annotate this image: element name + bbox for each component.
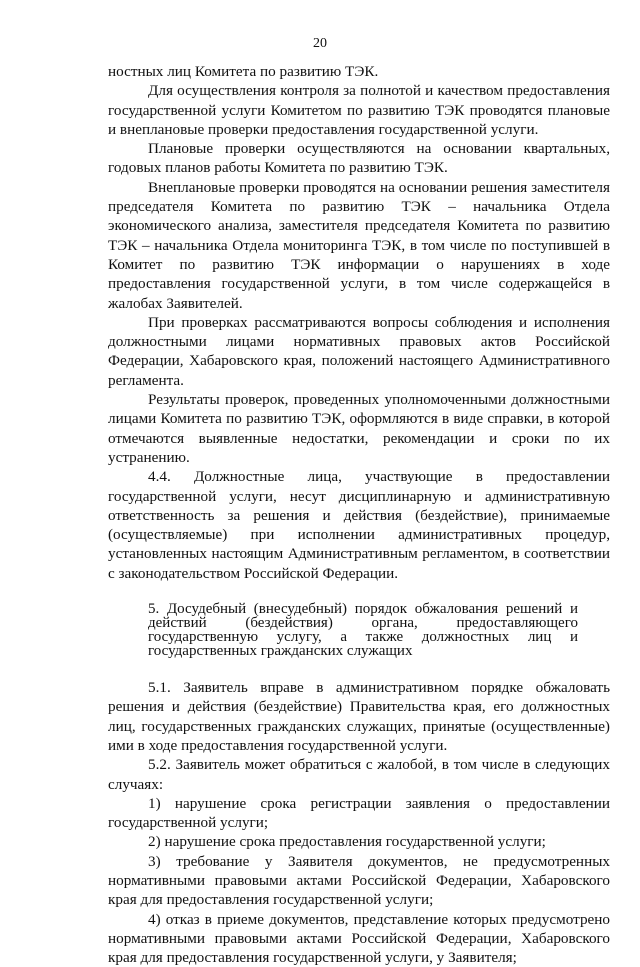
body-text [108, 62, 610, 967]
list-item: 3) требование у Заявителя документов, не предусмотренных нормативными правовыми актами Российской Федерации, Хабаровского края для предоставления государственной услуги; [108, 852, 610, 909]
paragraph-control-checks: Для осуществления контроля за полнотой и качеством предоставления государственной услуги Комитетом по развитию ТЭК проводятся плановые и внеплановые проверки предоставления государственной услуги. [108, 82, 610, 138]
paragraph-unplanned-checks: Внеплановые проверки проводятся на основании решения заместителя председателя Комитета по развитию ТЭК – начальника Отдела экономического анализа, заместителя председателя Комитета по развитию ТЭК – начальника Отдела мониторинга ТЭК, в том числе по поступившей в Комитет по развитию ТЭК информации о нарушениях в ходе предоставления государственной услуги, в том числе содержащейся в жалобах Заявителей. [108, 178, 610, 312]
section-heading: 5. Досудебный (внесудебный) порядок обжалования решений и действий (бездействия) органа, предоставляющего государственную услугу, а также должностных лиц и государственных гражданских служащих [148, 601, 578, 660]
list-item: 4) отказ в приеме документов, представление которых предусмотрено нормативными правовыми актами Российской Федерации, Хабаровского края для предоставления государственной услуги, у Заявителя; [108, 910, 610, 967]
page-number: 20 [313, 36, 327, 51]
paragraph-5-1: 5.1. Заявитель вправе в административном порядке обжаловать решения и действия (бездействие) Правительства края, его должностных лиц, государственных гражданских служащих, принятые (осуществленные) ими в ходе предоставления государственной услуги. [108, 679, 610, 754]
paragraph-check-questions: При проверках рассматриваются вопросы соблюдения и исполнения должностными лицами нормативных правовых актов Российской Федерации, Хабаровского края, положений настоящего Административного регламента. [108, 313, 610, 389]
paragraph-responsibility: 4.4. Должностные лица, участвующие в предоставлении государственной услуги, несут дисциплинарную и административную ответственность за решения и действия (бездействие), принимаемые (осуществляемые) при исполнении административных процедур, установленных настоящим Административным регламентом, в соответствии с законодательством Российской Федерации. [108, 468, 610, 582]
list-item: 2) нарушение срока предоставления государственной услуги; [148, 833, 546, 851]
paragraph-5-2: 5.2. Заявитель может обратиться с жалобой, в том числе в следующих случаях: [108, 756, 610, 793]
list-item: 1) нарушение срока регистрации заявления о предоставлении государственной услуги; [108, 794, 610, 832]
paragraph-check-results: Результаты проверок, проведенных уполномоченными должностными лицами Комитета по развитию ТЭК, оформляются в виде справки, в которой отмечаются выявленные недостатки, рекомендации и сроки по их устранению. [108, 391, 610, 466]
paragraph-continuation: ностных лиц Комитета по развитию ТЭК. [108, 63, 379, 80]
paragraph-planned-checks: Плановые проверки осуществляются на основании квартальных, годовых планов работы Комитета по развитию ТЭК. [108, 140, 610, 177]
